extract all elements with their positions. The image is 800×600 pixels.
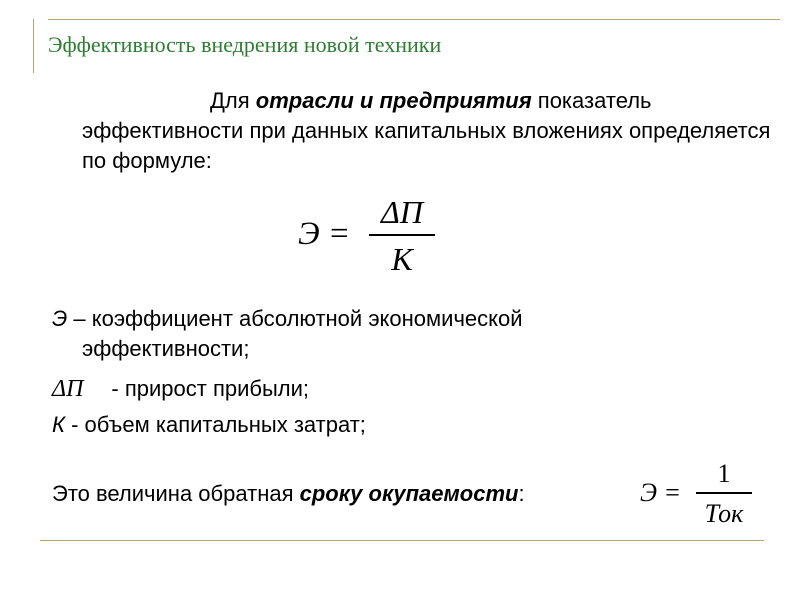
payback-formula-lhs: Э = <box>640 478 682 507</box>
definition-e-continuation-text: эффективности; <box>82 336 250 361</box>
closing-bold: сроку окупаемости <box>299 481 519 506</box>
main-formula <box>298 190 458 290</box>
bottom-rule <box>40 540 764 541</box>
definition-e-symbol: Э <box>52 306 68 331</box>
main-formula-numerator: ΔП <box>381 194 423 230</box>
payback-formula-fraction <box>698 456 750 534</box>
definition-e <box>52 304 523 334</box>
intro-bold: отрасли и предприятия <box>255 88 532 113</box>
definition-delta-p-text: - прирост прибыли; <box>111 376 310 401</box>
slide-title: Эффективность внедрения новой техники <box>48 32 442 57</box>
payback-formula-numerator: 1 <box>717 459 731 488</box>
definition-delta-p-symbol: ΔП <box>52 376 84 402</box>
main-formula-denominator: К <box>391 241 413 277</box>
left-rule <box>33 19 34 73</box>
definition-e-text: – коэффициент абсолютной экономической <box>67 306 523 331</box>
definition-k <box>52 410 366 440</box>
payback-formula-denominator: Ток <box>704 499 744 528</box>
closing-prefix: Это величина обратная <box>52 481 300 506</box>
closing-suffix: : <box>518 481 525 506</box>
definition-k-symbol: К <box>52 412 65 437</box>
closing-sentence <box>52 479 525 509</box>
intro-prefix: Для <box>210 88 256 113</box>
payback-formula <box>640 456 760 540</box>
top-rule <box>48 19 780 20</box>
intro-paragraph <box>82 86 772 176</box>
main-formula-fraction <box>372 190 432 282</box>
main-formula-lhs: Э = <box>298 216 351 252</box>
definition-delta-p <box>52 374 309 404</box>
definition-e-continuation <box>82 334 249 364</box>
intro-suffix: показатель эффективности при данных капитальных вложениях определяется по формуле: <box>82 88 771 173</box>
definition-k-text: - объем капитальных затрат; <box>64 412 366 437</box>
